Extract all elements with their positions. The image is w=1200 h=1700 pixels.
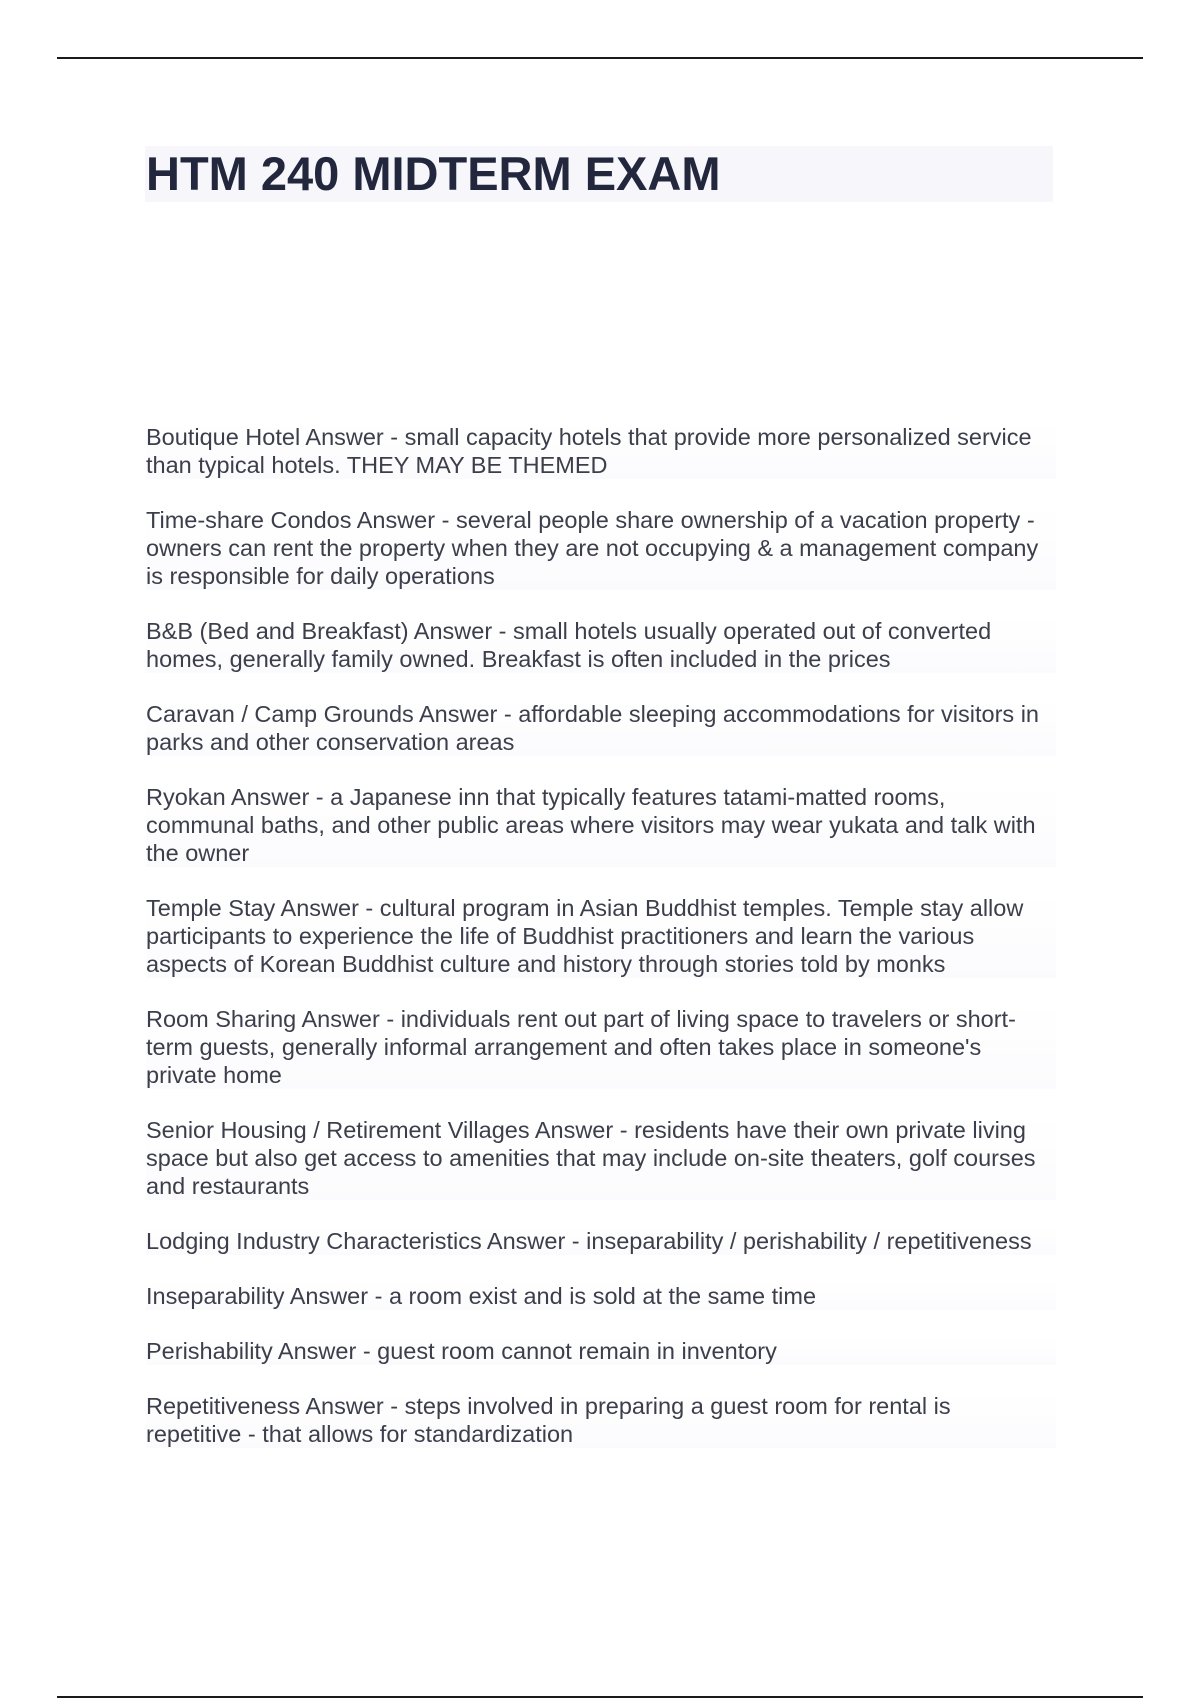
- flashcard: B&B (Bed and Breakfast) Answer - small hotels usually operated out of converted homes, generally family owned. Breakfast is often included in the prices: [146, 617, 1056, 673]
- flashcard: Perishability Answer - guest room cannot remain in inventory: [146, 1337, 1056, 1365]
- flashcard: Caravan / Camp Grounds Answer - affordable sleeping accommodations for visitors in parks and other conservation areas: [146, 700, 1056, 756]
- flashcard: Room Sharing Answer - individuals rent out part of living space to travelers or short-term guests, generally informal arrangement and often takes place in someone's private home: [146, 1005, 1056, 1089]
- flashcard: Ryokan Answer - a Japanese inn that typically features tatami-matted rooms, communal baths, and other public areas where visitors may wear yukata and talk with the owner: [146, 783, 1056, 867]
- top-divider: [57, 57, 1143, 59]
- flashcard: Repetitiveness Answer - steps involved in preparing a guest room for rental is repetitive - that allows for standardization: [146, 1392, 1056, 1448]
- flashcard-list: [146, 423, 1056, 1475]
- flashcard: Temple Stay Answer - cultural program in Asian Buddhist temples. Temple stay allow participants to experience the life of Buddhist practitioners and learn the various aspects of Korean Buddhist culture and history through stories told by monks: [146, 894, 1056, 978]
- page-title: HTM 240 MIDTERM EXAM: [146, 147, 721, 200]
- flashcard: Time-share Condos Answer - several people share ownership of a vacation property - owners can rent the property when they are not occupying & a management company is responsible for daily operations: [146, 506, 1056, 590]
- flashcard: Boutique Hotel Answer - small capacity hotels that provide more personalized service than typical hotels. THEY MAY BE THEMED: [146, 423, 1056, 479]
- bottom-divider: [57, 1696, 1143, 1698]
- flashcard: Lodging Industry Characteristics Answer - inseparability / perishability / repetitiveness: [146, 1227, 1056, 1255]
- flashcard: Inseparability Answer - a room exist and is sold at the same time: [146, 1282, 1056, 1310]
- flashcard: Senior Housing / Retirement Villages Answer - residents have their own private living space but also get access to amenities that may include on-site theaters, golf courses and restaurants: [146, 1116, 1056, 1200]
